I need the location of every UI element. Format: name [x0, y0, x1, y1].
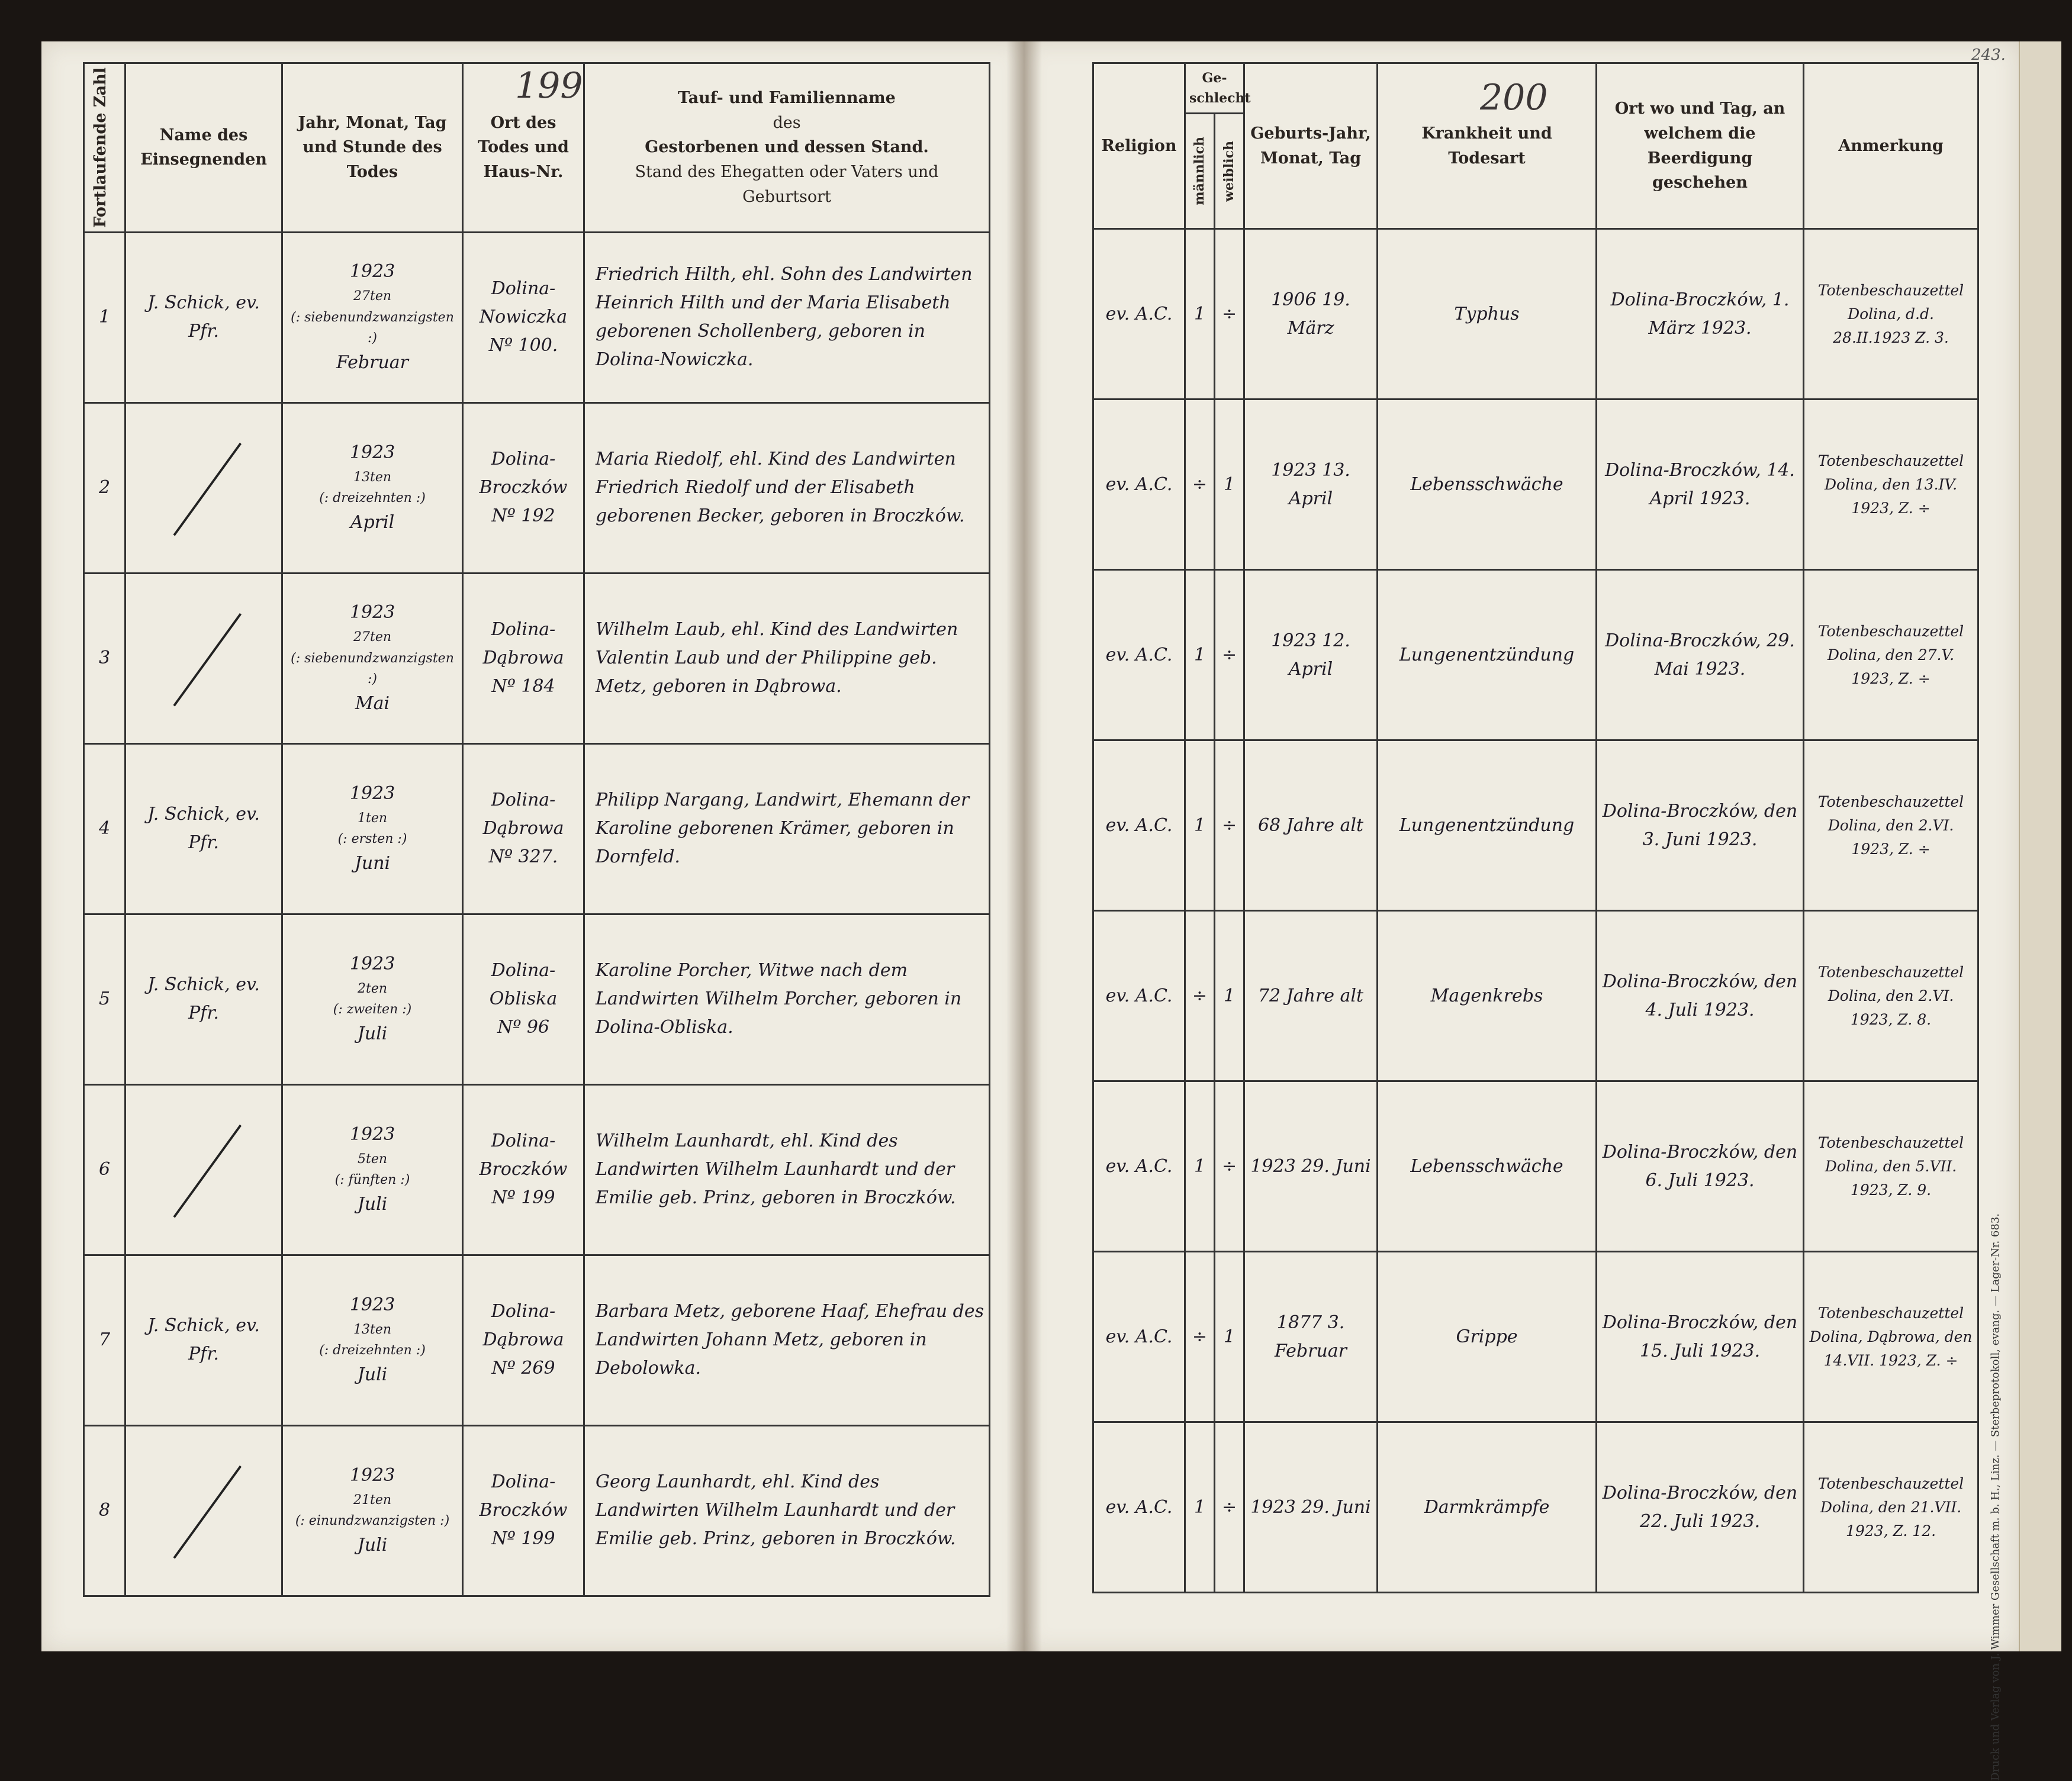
- death-day: 5ten: [357, 1152, 388, 1167]
- cell-nr: 2: [84, 402, 126, 573]
- cell-religion: ev. A.C.: [1093, 400, 1185, 570]
- cell-ort: [463, 1255, 584, 1425]
- header-anmerkung: Anmerkung: [1804, 63, 1978, 229]
- death-day-words: (: ersten :): [337, 832, 407, 847]
- cell-beerdigung: Dolina-Broczków, den 6. Juli 1923.: [1597, 1081, 1804, 1252]
- header-geschlecht: Ge-schlecht: [1185, 63, 1244, 114]
- cell-ort: [463, 1084, 584, 1255]
- book-gutter: [1006, 41, 1042, 1651]
- death-day-words: (: dreizehnten :): [319, 491, 426, 506]
- right-page-number: 200: [1480, 77, 1548, 118]
- cell-todesdatum: [282, 402, 463, 573]
- cell-geburt: 1923 29. Juni: [1244, 1081, 1378, 1252]
- death-place: Dolina-Obliska: [489, 960, 558, 1010]
- cell-anmerkung: Totenbeschauzettel Dolina, den 5.VII. 1923, Z. 9.: [1804, 1081, 1978, 1252]
- death-day: 1ten: [357, 811, 388, 826]
- cell-nr: 7: [84, 1255, 126, 1425]
- cell-geburt: 72 Jahre alt: [1244, 911, 1378, 1081]
- cell-anmerkung: Totenbeschauzettel Dolina, den 2.VI. 1923, Z. 8.: [1804, 911, 1978, 1081]
- cell-nr: 6: [84, 1084, 126, 1255]
- cell-ort: [463, 1425, 584, 1596]
- cell-todesdatum: [282, 1425, 463, 1596]
- cell-beerdigung: Dolina-Broczków, den 3. Juni 1923.: [1597, 740, 1804, 911]
- cell-anmerkung: Totenbeschauzettel Dolina, den 13.IV. 1923, Z. ÷: [1804, 400, 1978, 570]
- cell-ort: [463, 402, 584, 573]
- cell-name-stand: Karoline Porcher, Witwe nach dem Landwirten Wilhelm Porcher, geboren in Dolina-Obliska.: [584, 914, 990, 1084]
- death-place: Dolina-Broczków: [479, 449, 568, 498]
- cell-geburt: 1906 19. März: [1244, 229, 1378, 400]
- table-row: [84, 743, 990, 914]
- cell-krankheit: Lebensschwäche: [1378, 400, 1597, 570]
- cell-einsegnender-dash: [126, 1425, 282, 1596]
- death-day-words: (: dreizehnten :): [319, 1343, 426, 1358]
- death-month: Juli: [357, 1023, 388, 1045]
- left-register-table: [83, 62, 990, 1597]
- house-number: Nº 96: [497, 1017, 550, 1038]
- cell-maennlich: 1: [1185, 570, 1215, 740]
- cell-nr: 1: [84, 232, 126, 402]
- table-row: [1093, 740, 1978, 911]
- header-geburt: Geburts-Jahr, Monat, Tag: [1244, 63, 1378, 229]
- table-row: [84, 914, 990, 1084]
- table-row: [1093, 229, 1978, 400]
- header-religion: Religion: [1093, 63, 1185, 229]
- cell-nr: 3: [84, 573, 126, 743]
- right-register-table: [1092, 62, 1979, 1593]
- house-number: Nº 100.: [488, 335, 558, 356]
- death-day-words: (: einundzwanzigsten :): [295, 1513, 450, 1529]
- cell-weiblich: ÷: [1215, 740, 1244, 911]
- cell-einsegnender-dash: [126, 402, 282, 573]
- cell-weiblich: 1: [1215, 911, 1244, 1081]
- cell-nr: 8: [84, 1425, 126, 1596]
- table-row: [84, 1255, 990, 1425]
- cell-einsegnender-dash: [126, 1084, 282, 1255]
- table-row: [1093, 1252, 1978, 1422]
- cell-beerdigung: Dolina-Broczków, 29. Mai 1923.: [1597, 570, 1804, 740]
- death-month: Juni: [354, 853, 391, 874]
- table-row: [84, 232, 990, 402]
- cell-krankheit: Magenkrebs: [1378, 911, 1597, 1081]
- house-number: Nº 199: [491, 1187, 555, 1209]
- house-number: Nº 327.: [488, 846, 558, 868]
- death-day-words: (: fünften :): [334, 1173, 410, 1188]
- cell-beerdigung: Dolina-Broczków, den 4. Juli 1923.: [1597, 911, 1804, 1081]
- cell-geburt: 1923 13. April: [1244, 400, 1378, 570]
- cell-einsegnender: J. Schick, ev. Pfr.: [126, 232, 282, 402]
- cell-religion: ev. A.C.: [1093, 229, 1185, 400]
- header-einsegnender: Name des Einsegnenden: [126, 63, 282, 233]
- cell-geburt: 1923 29. Juni: [1244, 1422, 1378, 1593]
- header-ort-des-todes: Ort des Todes und Haus-Nr.: [463, 63, 584, 233]
- cell-nr: 4: [84, 743, 126, 914]
- death-day-words: (: zweiten :): [333, 1002, 412, 1017]
- cell-todesdatum: [282, 573, 463, 743]
- death-month: Februar: [336, 352, 409, 373]
- header-todesdatum: Jahr, Monat, Tag und Stunde des Todes: [282, 63, 463, 233]
- death-year: 1923: [349, 1124, 395, 1145]
- cell-geburt: 1923 12. April: [1244, 570, 1378, 740]
- left-page-number: 199: [515, 65, 583, 107]
- cell-anmerkung: Totenbeschauzettel Dolina, den 2.VI. 1923, Z. ÷: [1804, 740, 1978, 911]
- header-name-stand: Tauf- und Familienname des Gestorbenen und dessen Stand. Stand des Ehegatten oder Vaters und Geburtsort: [584, 63, 990, 233]
- cell-beerdigung: Dolina-Broczków, den 22. Juli 1923.: [1597, 1422, 1804, 1593]
- death-place: Dolina-Broczków: [479, 1471, 568, 1521]
- death-place: Dolina-Dąbrowa: [482, 790, 564, 839]
- cell-name-stand: Maria Riedolf, ehl. Kind des Landwirten Friedrich Riedolf und der Elisabeth geborenen Becker, geboren in Broczków.: [584, 402, 990, 573]
- cell-religion: ev. A.C.: [1093, 740, 1185, 911]
- death-year: 1923: [349, 783, 395, 804]
- table-row: [84, 1425, 990, 1596]
- cell-beerdigung: Dolina-Broczków, 14. April 1923.: [1597, 400, 1804, 570]
- cell-todesdatum: [282, 743, 463, 914]
- cell-name-stand: Wilhelm Laub, ehl. Kind des Landwirten Valentin Laub und der Philippine geb. Metz, geboren in Dąbrowa.: [584, 573, 990, 743]
- header-weiblich: weiblich: [1215, 114, 1244, 229]
- cell-anmerkung: Totenbeschauzettel Dolina, den 27.V. 1923, Z. ÷: [1804, 570, 1978, 740]
- cell-maennlich: ÷: [1185, 911, 1215, 1081]
- death-month: Juli: [357, 1364, 388, 1386]
- table-row: [84, 573, 990, 743]
- cell-ort: [463, 232, 584, 402]
- death-day: 13ten: [353, 1322, 392, 1338]
- cell-beerdigung: Dolina-Broczków, den 15. Juli 1923.: [1597, 1252, 1804, 1422]
- cell-einsegnender: J. Schick, ev. Pfr.: [126, 1255, 282, 1425]
- cell-ort: [463, 914, 584, 1084]
- cell-weiblich: ÷: [1215, 1081, 1244, 1252]
- cell-anmerkung: Totenbeschauzettel Dolina, Dąbrowa, den 14.VII. 1923, Z. ÷: [1804, 1252, 1978, 1422]
- cell-anmerkung: Totenbeschauzettel Dolina, den 21.VII. 1923, Z. 12.: [1804, 1422, 1978, 1593]
- cell-krankheit: Grippe: [1378, 1252, 1597, 1422]
- death-place: Dolina-Nowiczka: [479, 278, 568, 328]
- table-row: [84, 1084, 990, 1255]
- cell-religion: ev. A.C.: [1093, 1081, 1185, 1252]
- death-place: Dolina-Dąbrowa: [482, 619, 564, 669]
- cell-religion: ev. A.C.: [1093, 1252, 1185, 1422]
- cell-name-stand: Barbara Metz, geborene Haaf, Ehefrau des Landwirten Johann Metz, geboren in Debolowka.: [584, 1255, 990, 1425]
- table-row: [1093, 570, 1978, 740]
- death-day: 27ten: [353, 289, 392, 304]
- table-row: [1093, 1422, 1978, 1593]
- cell-maennlich: ÷: [1185, 400, 1215, 570]
- cell-maennlich: 1: [1185, 1422, 1215, 1593]
- cell-todesdatum: [282, 1084, 463, 1255]
- cell-geburt: 68 Jahre alt: [1244, 740, 1378, 911]
- death-day: 27ten: [353, 630, 392, 645]
- cell-name-stand: Wilhelm Launhardt, ehl. Kind des Landwirten Wilhelm Launhardt und der Emilie geb. Prinz, geboren in Broczków.: [584, 1084, 990, 1255]
- house-number: Nº 199: [491, 1528, 555, 1550]
- cell-todesdatum: [282, 232, 463, 402]
- cell-krankheit: Lungenentzündung: [1378, 570, 1597, 740]
- cell-weiblich: 1: [1215, 1252, 1244, 1422]
- cell-name-stand: Georg Launhardt, ehl. Kind des Landwirten Wilhelm Launhardt und der Emilie geb. Prinz, geboren in Broczków.: [584, 1425, 990, 1596]
- cell-einsegnender-dash: [126, 573, 282, 743]
- death-place: Dolina-Broczków: [479, 1131, 568, 1180]
- death-day-words: (: siebenundzwanzigsten :): [291, 310, 454, 346]
- death-month: April: [350, 512, 395, 533]
- cell-weiblich: ÷: [1215, 1422, 1244, 1593]
- cell-krankheit: Lungenentzündung: [1378, 740, 1597, 911]
- table-row: [1093, 400, 1978, 570]
- corner-number: 243.: [1971, 46, 2006, 64]
- cell-religion: ev. A.C.: [1093, 911, 1185, 1081]
- cell-maennlich: 1: [1185, 1081, 1215, 1252]
- cell-name-stand: Friedrich Hilth, ehl. Sohn des Landwirten Heinrich Hilth und der Maria Elisabeth geborenen Schollenberg, geboren in Dolina-Nowiczka.: [584, 232, 990, 402]
- header-krankheit: Krankheit und Todesart: [1378, 63, 1597, 229]
- table-row: [1093, 911, 1978, 1081]
- house-number: Nº 184: [491, 676, 555, 697]
- house-number: Nº 192: [491, 505, 555, 527]
- death-day: 21ten: [353, 1493, 392, 1508]
- death-year: 1923: [349, 1294, 395, 1316]
- table-row: [84, 402, 990, 573]
- cell-krankheit: Lebensschwäche: [1378, 1081, 1597, 1252]
- death-year: 1923: [349, 602, 395, 623]
- cell-ort: [463, 743, 584, 914]
- cell-weiblich: ÷: [1215, 229, 1244, 400]
- header-beerdigung: Ort wo und Tag, an welchem die Beerdigung geschehen: [1597, 63, 1804, 229]
- cell-einsegnender: J. Schick, ev. Pfr.: [126, 743, 282, 914]
- cell-todesdatum: [282, 914, 463, 1084]
- cell-todesdatum: [282, 1255, 463, 1425]
- cell-maennlich: 1: [1185, 229, 1215, 400]
- death-place: Dolina-Dąbrowa: [482, 1301, 564, 1351]
- cell-weiblich: ÷: [1215, 570, 1244, 740]
- death-day: 2ten: [357, 981, 388, 997]
- header-maennlich: männlich: [1185, 114, 1215, 229]
- death-month: Mai: [355, 693, 390, 714]
- death-day-words: (: siebenundzwanzigsten :): [291, 650, 454, 687]
- page-edge: [2019, 41, 2061, 1651]
- header-fortlaufende-zahl: Fortlaufende Zahl: [84, 63, 126, 233]
- cell-anmerkung: Totenbeschauzettel Dolina, d.d. 28.II.1923 Z. 3.: [1804, 229, 1978, 400]
- cell-geburt: 1877 3. Februar: [1244, 1252, 1378, 1422]
- cell-religion: ev. A.C.: [1093, 570, 1185, 740]
- cell-einsegnender: J. Schick, ev. Pfr.: [126, 914, 282, 1084]
- death-month: Juli: [357, 1194, 388, 1215]
- death-year: 1923: [349, 261, 395, 282]
- cell-beerdigung: Dolina-Broczków, 1. März 1923.: [1597, 229, 1804, 400]
- house-number: Nº 269: [491, 1358, 555, 1379]
- cell-krankheit: Darmkrämpfe: [1378, 1422, 1597, 1593]
- cell-weiblich: 1: [1215, 400, 1244, 570]
- cell-name-stand: Philipp Nargang, Landwirt, Ehemann der Karoline geborenen Krämer, geboren in Dornfeld.: [584, 743, 990, 914]
- death-year: 1923: [349, 954, 395, 975]
- cell-religion: ev. A.C.: [1093, 1422, 1185, 1593]
- death-month: Juli: [357, 1535, 388, 1556]
- cell-ort: [463, 573, 584, 743]
- death-year: 1923: [349, 1465, 395, 1486]
- cell-krankheit: Typhus: [1378, 229, 1597, 400]
- cell-maennlich: 1: [1185, 740, 1215, 911]
- cell-maennlich: ÷: [1185, 1252, 1215, 1422]
- death-day: 13ten: [353, 470, 392, 485]
- cell-nr: 5: [84, 914, 126, 1084]
- table-row: [1093, 1081, 1978, 1252]
- death-year: 1923: [349, 442, 395, 463]
- printer-footer: Druck und Verlag von J. Wimmer Gesellschaft m. b. H., Linz. — Sterbeprotokoll, evang. — Lager-Nr. 683.: [1989, 1213, 2002, 1781]
